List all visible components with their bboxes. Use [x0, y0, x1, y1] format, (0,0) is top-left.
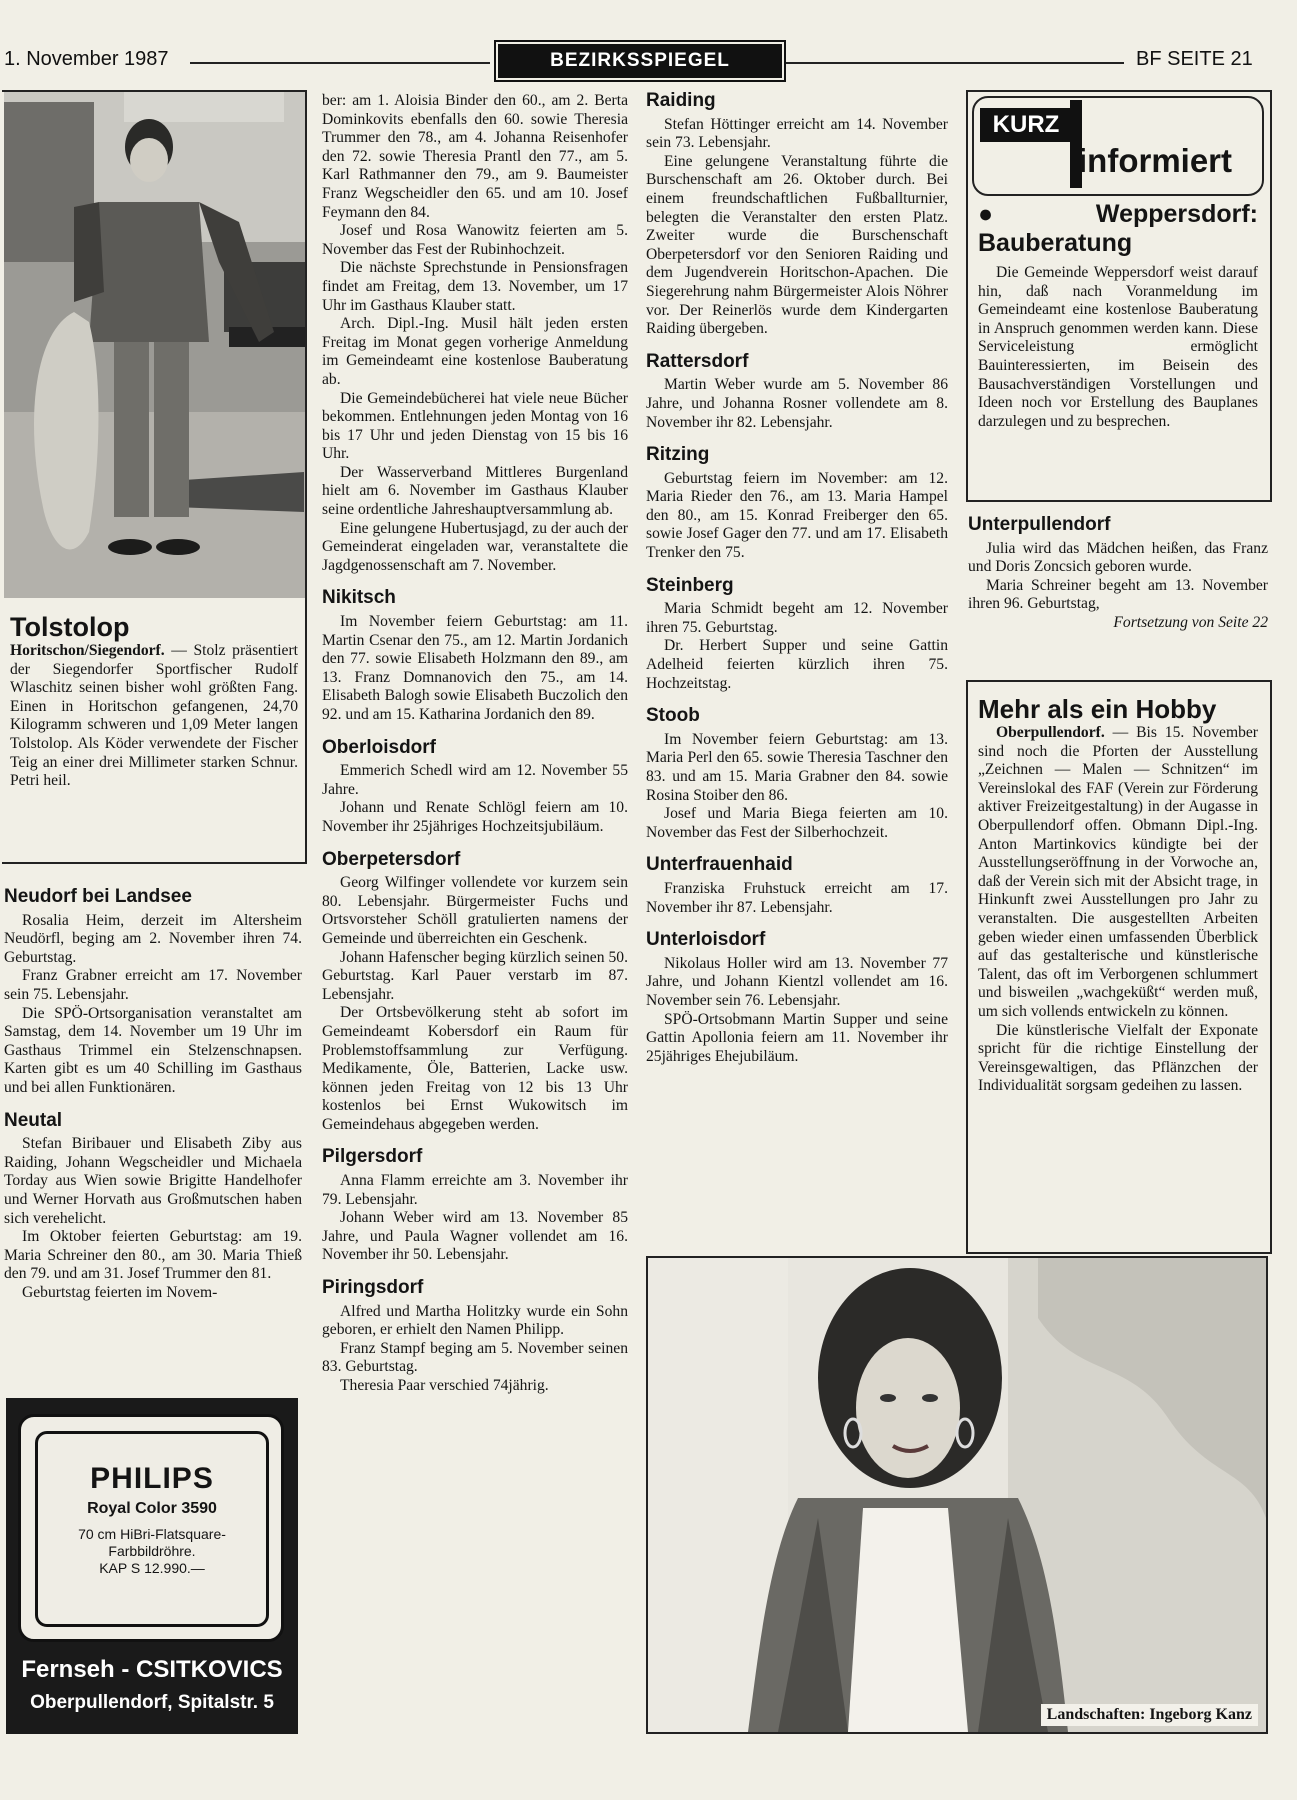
neutal-p1: Stefan Biribauer und Elisabeth Ziby aus Raiding, Johann Wegscheidler und Michaela Torday aus Wien sowie Brigitte Handelhofer und Werner Horvath aus Großmutschen haben sich verehelicht. [4, 1135, 302, 1227]
nikitsch-p1: Im November feiern Geburtstag: am 11. Martin Csenar den 75., am 12. Martin Jordanich den 77. sowie Elisabeth Holzmann den 89., am 13. Franz Domnanovich den 75., am 14. Elisabeth Balogh sowie Elisabeth Buczolich den 92. und am 15. Katharina Jordanich den 89. [322, 613, 628, 723]
hobby-title: Mehr als ein Hobby [978, 694, 1217, 724]
kurz-logo [972, 96, 1264, 196]
section-piringsdorf: Piringsdorf [322, 1277, 424, 1299]
col2-p5: Die Gemeindebücherei hat viele neue Bücher bekommen. Entlehnungen jeden Montag von 16 bis 17 Uhr und jeden Dienstag von 15 bis 16 Uhr. [322, 389, 628, 463]
ritzing-p1: Geburtstag feiern im November: am 12. Maria Rieder den 76., am 13. Maria Hampel den 80., am 15. Konrad Freiberger den 65. sowie Josef Gager den 77. und am 17. Elisabeth Trenker den 75. [646, 469, 948, 562]
section-unterpullendorf: Unterpullendorf [968, 514, 1111, 535]
oberpetersdorf-p3: Der Ortsbevölkerung steht ab sofort im Gemeindeamt Kobersdorf ein Raum für Problemstoffsammlung zur Verfügung. Medikamente, Öle, Batterien, Lacke usw. können jeden Freitag von 12 bis 13 Uhr kostenlos bei Ernst Wukowitsch im Gemeindehaus abgegeben werden. [322, 1004, 628, 1133]
header-date: 1. November 1987 [4, 48, 169, 70]
header-rule-right [786, 62, 1124, 64]
hobby-p2: Die künstlerische Vielfalt der Exponate spricht für die richtige Einstellung der Vereinsgewaltigen, das Pflänzchen der Individualität sorgsam gedeihen zu lassen. [978, 1021, 1258, 1095]
section-ritzing: Ritzing [646, 444, 710, 466]
col2-p7: Eine gelungene Hubertusjagd, zu der auch der Gemeinderat eingeladen war, veranstaltete die Jagdgenossenschaft am 7. November. [322, 519, 628, 574]
ad-tv-frame [18, 1414, 284, 1642]
tolstolop-dateline: Horitschon/Siegendorf. [10, 642, 165, 659]
tolstolop-title: Tolstolop [10, 612, 130, 642]
header-rule-left [190, 62, 490, 64]
steinberg-p2: Dr. Herbert Supper und seine Gattin Adelheid feierten kürzlich ihren 75. Hochzeitstag. [646, 637, 948, 692]
section-oberpetersdorf: Oberpetersdorf [322, 848, 461, 870]
piringsdorf-p2: Franz Stampf beging am 5. November seinen 83. Geburtstag. [322, 1339, 628, 1376]
steinberg-p1: Maria Schmidt begeht am 12. November ihren 75. Geburtstag. [646, 600, 948, 636]
stoob-p1: Im November feiern Geburtstag: am 13. Maria Perl den 65. sowie Theresia Taschner den 83. und am 15. Maria Grabner den 84. sowie Rosina Stoiber den 86. [646, 730, 948, 804]
neutal-p3: Geburtstag feierten im Novem- [22, 1283, 218, 1301]
oberloisdorf-p2: Johann und Renate Schlögl feiern am 10. November ihr 25jähriges Hochzeitsjubiläum. [322, 799, 628, 835]
section-neutal: Neutal [4, 1109, 63, 1131]
section-steinberg: Steinberg [646, 574, 734, 596]
header-section-box [498, 44, 782, 78]
piringsdorf-p3: Theresia Paar verschied 74jährig. [340, 1377, 549, 1394]
section-pilgersdorf: Pilgersdorf [322, 1146, 423, 1168]
ad-screen [35, 1431, 269, 1627]
neudorf-p1: Rosalia Heim, derzeit im Altersheim Neudörfl, beging am 2. November ihren 74. Geburtstag. [4, 911, 302, 966]
header-page: BF SEITE 21 [1136, 48, 1253, 70]
stoob-p2: Josef und Maria Biega feierten am 10. November das Fest der Silberhochzeit. [646, 805, 948, 841]
section-unterfrauenhaid: Unterfrauenhaid [646, 854, 793, 876]
column-4 [968, 516, 1268, 633]
raiding-p2: Eine gelungene Veranstaltung führte die Burschenschaft am 26. Oktober durch. Bei einem freundschaftlichen Fußballturnier, belegten die Veranstalter den ersten Platz. Zweiter wurde die Burschenschaft Oberpetersdorf vor den Senioren Raiding und dem Jugendverein Horitschon-Apachen. Die Siegerehrung nahm Bürgermeister Alois Nöhrer vor. Der Reinerlös wurde dem Kindergarten Raiding übergeben. [646, 152, 948, 338]
ad-model: Royal Color 3590 [87, 1500, 217, 1517]
photo-woman [646, 1256, 1268, 1734]
kurz-informiert: informiert [1078, 142, 1233, 179]
woman-illustration [648, 1258, 1266, 1732]
unterfrauenhaid-p1: Franziska Fruhstuck erreicht am 17. November ihr 87. Lebensjahr. [646, 879, 948, 916]
tolstolop-article [10, 612, 298, 791]
unterpullendorf-p1: Julia wird das Mädchen heißen, das Franz und Doris Zoncsich geboren wurde. [968, 539, 1268, 576]
neudorf-p2: Franz Grabner erreicht am 17. November sein 75. Lebensjahr. [4, 967, 302, 1003]
header-section: BEZIRKSSPIEGEL [550, 50, 730, 71]
ad-address: Oberpullendorf, Spitalstr. 5 [30, 1692, 274, 1713]
column-1 [4, 888, 302, 1302]
section-oberloisdorf: Oberloisdorf [322, 736, 437, 758]
hobby-dateline: Oberpullendorf. [996, 724, 1105, 741]
col2-p3: Die nächste Sprechstunde in Pensionsfragen findet am Freitag, dem 13. November, um 17 Uhr im Gasthaus Klauber statt. [322, 259, 628, 314]
section-stoob: Stoob [646, 705, 700, 727]
oberpetersdorf-p1: Georg Wilfinger vollendete vor kurzem sein 80. Lebensjahr. Bürgermeister Fuchs und Ortsvorsteher Schöll gratulierten namens der Gemeinde und überreichten ein Geschenk. [322, 874, 628, 947]
section-unterloisdorf: Unterloisdorf [646, 929, 766, 951]
col2-p2: Josef und Rosa Wanowitz feierten am 5. November das Fest der Rubinhochzeit. [322, 222, 628, 258]
ad-price: KAP S 12.990.— [99, 1560, 205, 1576]
oberpetersdorf-p2: Johann Hafenscher beging kürzlich seinen 50. Geburtstag. Karl Pauer verstarb im 87. Lebensjahr. [322, 948, 628, 1003]
ad-philips [6, 1398, 298, 1734]
ad-desc: 70 cm HiBri-Flatsquare-Farbbildröhre. [78, 1526, 226, 1559]
hobby-p1: — Bis 15. November sind noch die Pforten der Ausstellung „Zeichnen — Malen — Schnitzen“ im Vereinslokal des FAF (Verein zur Förderung aktiver Freizeitgestaltung) in der Augasse in Oberpullendorf offen. Obmann Dipl.-Ing. Anton Martinkovics kündigte bei der Ausstellungseröffnung in der Vorwoche an, daß der Verein sich mit der Absicht trage, in Hinkunft zwei Ausstellungen pro Jahr zu veranstalten. Die ausgestellten Arbeiten geben wieder einen umfassenden Überblick auf das gestalterische und künstlerische Talent, das oft im Verborgenen schlummert und bisweilen „wachgeküßt“ werden muß, um sich vollends entwickeln zu können. [978, 724, 1258, 1020]
fortsetzung-note[interactable]: Fortsetzung von Seite 22 [1113, 613, 1268, 631]
photo-woman-caption: Landschaften: Ingeborg Kanz [1041, 1704, 1258, 1726]
section-rattersdorf: Rattersdorf [646, 350, 749, 372]
col2-p4: Arch. Dipl.-Ing. Musil hält jeden ersten Freitag im Monat gegen vorherige Anmeldung im Gemeindeamt eine kostenlose Bauberatung ab. [322, 315, 628, 388]
section-nikitsch: Nikitsch [322, 587, 396, 609]
raiding-p1: Stefan Höttinger erreicht am 14. November sein 73. Lebensjahr. [646, 115, 948, 152]
ad-shop: Fernseh - CSITKOVICS [21, 1656, 283, 1683]
oberloisdorf-p1: Emmerich Schedl wird am 12. November 55 Jahre. [322, 762, 628, 798]
col2-p6: Der Wasserverband Mittleres Burgenland hielt am 6. November im Gasthaus Klauber seine ordentliche Jahreshauptversammlung ab. [322, 463, 628, 519]
kurz-label: KURZ [980, 108, 1072, 142]
unterpullendorf-p2: Maria Schreiner begeht am 13. November ihren 96. Geburtstag, [968, 576, 1268, 613]
neutal-p2: Im Oktober feierten Geburtstag: am 19. Maria Schreiner den 80., am 30. Maria Thieß den 79. und am 31. Josef Trummer den 81. [4, 1228, 302, 1283]
ad-brand: PHILIPS [90, 1462, 214, 1495]
neudorf-p3: Die SPÖ-Ortsorganisation veranstaltet am Samstag, dem 14. November um 19 Uhr im Gasthaus Trimmel ein Stelzenschnapsen. Karten gibt es um 40 Schilling im Gasthaus und bei allen Funktionären. [4, 1004, 302, 1096]
column-3 [646, 92, 948, 1066]
pilgersdorf-p1: Anna Flamm erreichte am 3. November ihr 79. Lebensjahr. [322, 1172, 628, 1208]
section-neudorf: Neudorf bei Landsee [4, 886, 192, 907]
unterloisdorf-p2: SPÖ-Ortsobmann Martin Supper und seine Gattin Apollonia feiern am 11. November ihr 25jähriges Ehejubiläum. [646, 1010, 948, 1065]
unterloisdorf-p1: Nikolaus Holler wird am 13. November 77 Jahre, und Johann Kientzl vollendet am 16. November sein 76. Lebensjahr. [646, 954, 948, 1009]
tolstolop-body: — Stolz präsentiert der Siegendorfer Sportfischer Rudolf Wlaschitz seinen bisher wohl größten Fang. Einen in Horitschon gefangenen, 24,70 Kilogramm schweren und 1,09 Meter langen Tolstolop. Als Köder verwendete der Fischer Teig an einer drei Millimeter starken Schnur. Petri heil. [10, 642, 298, 790]
rattersdorf-p1: Martin Weber wurde am 5. November 86 Jahre, und Johanna Rosner vollendete am 8. November ihr 82. Lebensjahr. [646, 376, 948, 431]
kurz-title: ● Weppersdorf: Bauberatung [978, 200, 1258, 257]
kurz-article [978, 200, 1258, 431]
piringsdorf-p1: Alfred und Martha Holitzky wurde ein Sohn geboren, er erhielt den Namen Philipp. [322, 1302, 628, 1339]
kurz-body: Die Gemeinde Weppersdorf weist darauf hin, daß nach Voranmeldung im Gemeindeamt eine kostenlose Bauberatung in Anspruch genommen werden kann. Diese Serviceleistung ermöglicht Bauinteressierten, im Beisein des Bausachverständigen Vorstellungen und Ideen noch vor Erstellung des Bauplanes darzulegen und zu besprechen. [978, 264, 1258, 430]
section-raiding: Raiding [646, 90, 716, 111]
pilgersdorf-p2: Johann Weber wird am 13. November 85 Jahre, und Paula Wagner vollendet am 16. November ihr 50. Lebensjahr. [322, 1209, 628, 1264]
column-2 [322, 92, 628, 1396]
col2-continuation: ber: am 1. Aloisia Binder den 60., am 2. Berta Dominkovits ebenfalls den 60. sowie Theresia Trummer den 78., am 4. Johanna Reisenhofer den 72. sowie Theresia Prantl den 77., am 5. Karl Rathmanner den 79., am 9. Baumeister Franz Wegscheidler den 65. und am 10. Josef Feymann den 84. [322, 92, 628, 221]
hobby-article [978, 694, 1258, 1096]
